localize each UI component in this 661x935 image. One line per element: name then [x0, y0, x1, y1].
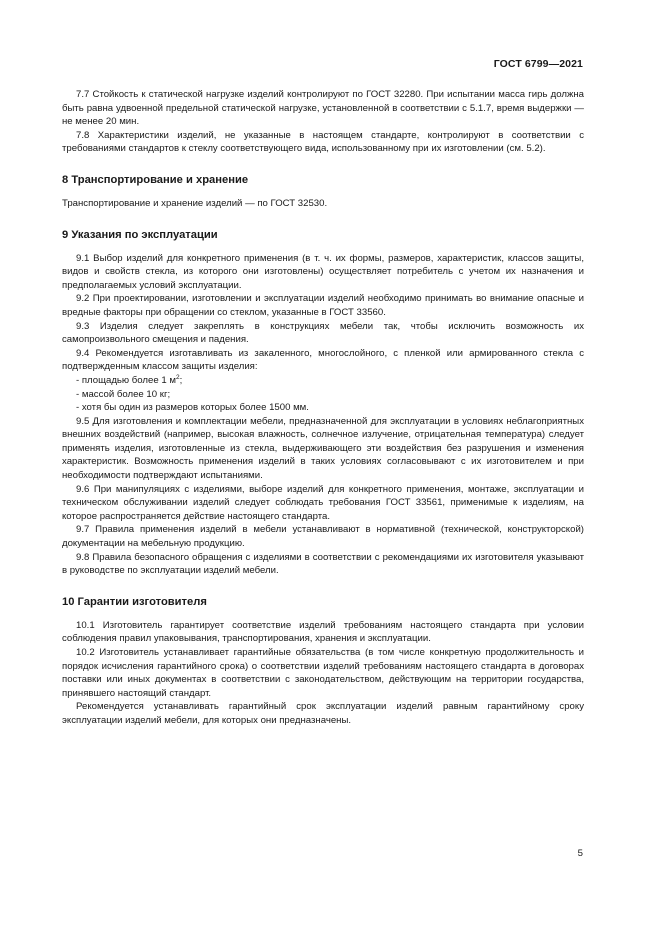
paragraph-9-2: 9.2 При проектировании, изготовлении и эксплуатации изделий необходимо принимать во внимание опасные и вредные факторы при обращении со стеклом, указанные в ГОСТ 33560. — [62, 293, 584, 318]
section-8-title: 8 Транспортирование и хранение — [62, 173, 249, 186]
paragraph-7-8: 7.8 Характеристики изделий, не указанные в настоящем стандарте, контролируют в соответствии с требованиями стандартов к стеклу соответствующего вида, использованному при их изготовлении (см. 5.2). — [62, 129, 584, 155]
paragraph-8-1: Транспортирование и хранение изделий — по ГОСТ 32530. — [62, 197, 328, 209]
section-9-title: 9 Указания по эксплуатации — [62, 228, 218, 241]
paragraph-7-7: 7.7 Стойкость к статической нагрузке изделий контролируют по ГОСТ 32280. При испытании масса гирь должна быть равна удвоенной предельной статической нагрузке, установленной в соответствии с 5.1.7, время выдержки — не менее 20 мин. — [62, 89, 584, 128]
superscript: 2 — [175, 373, 180, 381]
list-item: - площадью более 1 $м^2$; — [76, 373, 183, 386]
paragraph-9-4: 9.4 Рекомендуется изготавливать из закаленного, многослойного, с пленкой или армированного стекла с подтвержденным классом защиты изделия: — [62, 347, 584, 373]
paragraph-9-6: 9.6 При манипуляциях с изделиями, выборе изделий для конкретного применения, монтаже, эксплуатации и техническом обслуживании изделий следует соблюдать требования ГОСТ 33561, применимые к изделиям, на которое распространяется действие настоящего стандарта. — [62, 483, 584, 522]
section-10-title: 10 Гарантии изготовителя — [62, 595, 207, 608]
document-code: ГОСТ 6799—2021 — [493, 58, 583, 70]
page-content — [62, 88, 584, 728]
paragraph-9-3: 9.3 Изделия следует закреплять в конструкциях мебели так, чтобы исключить возможность их самопроизвольного смещения и падения. — [62, 320, 584, 346]
paragraph-10-1: 10.1 Изготовитель гарантирует соответствие изделий требованиям настоящего стандарта при условии соблюдения правил упаковывания, транспортирования, хранения и эксплуатации. — [62, 619, 584, 645]
list-item: - массой более 10 кг; — [76, 388, 171, 400]
paragraph-10-2: 10.2 Изготовитель устанавливает гарантийные обязательства (в том числе конкретную продолжительность и порядок исчисления гарантийного срока) о соответствии изделий требованиям настоящего стандарта в договорах поставки или иных документах в соответствии с законодательством, действующим на территории государства, принявшего настоящий стандарт. — [62, 647, 584, 699]
list-item: - хотя бы один из размеров которых более 1500 мм. — [76, 402, 309, 414]
paragraph-9-8: 9.8 Правила безопасного обращения с изделиями в соответствии с рекомендациями их изготовителя указывают в руководстве по эксплуатации изделий мебели. — [62, 551, 584, 577]
paragraph-9-7: 9.7 Правила применения изделий в мебели устанавливают в нормативной (технической, конструкторской) документации на мебельную продукцию. — [62, 524, 584, 550]
paragraph-recommendation: Рекомендуется устанавливать гарантийный срок эксплуатации изделий равным гарантийному сроку эксплуатации изделий мебели, для которых они предназначены. — [62, 701, 584, 726]
paragraph-9-1: 9.1 Выбор изделий для конкретного применения (в т. ч. их формы, размеров, характеристик, классов защиты, видов и свойств стекла, из которого они изготовлены) осуществляет потребитель с учетом их назначения и предполагаемых условий эксплуатации. — [62, 252, 584, 291]
page-number: 5 — [577, 848, 583, 859]
paragraph-9-5: 9.5 Для изготовления и комплектации мебели, предназначенной для эксплуатации в условиях неблагоприятных внешних воздействий (например, высокая влажность, солнечное излучение, отрицательная температура) следует применять изделия, изготовленные из стекла, выдерживающего эти воздействия без разрушения и изменения характеристик. Возможность применения изделий в таких условиях согласовывают с их изготовителем и при необходимости подтверждают испытаниями. — [62, 415, 584, 482]
